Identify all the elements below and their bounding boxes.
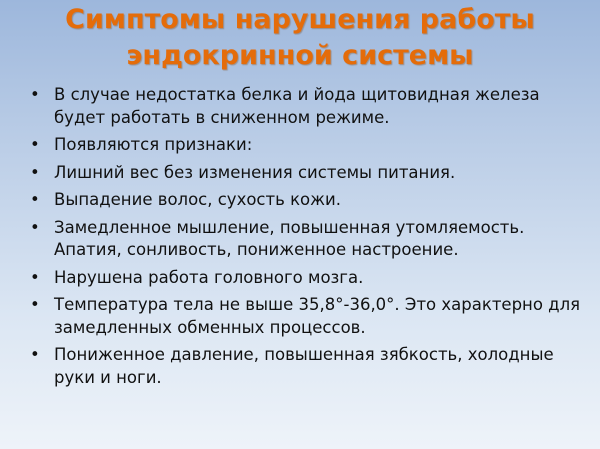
list-item	[30, 267, 585, 290]
bullet-list	[30, 84, 585, 394]
bullet-icon: •	[30, 190, 40, 209]
list-item	[30, 189, 585, 212]
list-item	[30, 162, 585, 185]
bullet-icon: •	[30, 85, 40, 104]
list-item	[30, 217, 585, 262]
list-item	[30, 294, 585, 339]
slide-title	[0, 2, 600, 74]
list-item-text: Выпадение волос, сухость кожи.	[54, 190, 341, 209]
list-item-text: Замедленное мышление, повышенная утомляемость. Апатия, сонливость, пониженное настроение.	[54, 217, 525, 259]
slide-title-line-1: Симптомы нарушения работы	[65, 4, 535, 35]
bullet-icon: •	[30, 217, 40, 237]
bullet-icon: •	[30, 162, 40, 182]
bullet-icon: •	[30, 135, 40, 154]
list-item-text: В случае недостатка белка и йода щитовидная железа будет работать в сниженном режиме.	[54, 85, 540, 127]
list-item-text: Лишний вес без изменения системы питания.	[54, 162, 456, 182]
bullet-icon: •	[30, 267, 40, 287]
list-item-text: Появляются признаки:	[54, 135, 253, 154]
list-item-text: Температура тела не выше 35,8°-36,0°. Это характерно для замедленных обменных процессов.	[54, 295, 581, 337]
list-item	[30, 134, 585, 157]
list-item	[30, 84, 585, 129]
list-item-text: Пониженное давление, повышенная зябкость, холодные руки и ноги.	[54, 345, 554, 387]
bullet-icon: •	[30, 345, 40, 364]
slide-title-line-2: эндокринной системы	[126, 40, 474, 71]
bullet-icon: •	[30, 295, 40, 314]
list-item-text: Нарушена работа головного мозга.	[54, 267, 364, 287]
list-item	[30, 344, 585, 389]
